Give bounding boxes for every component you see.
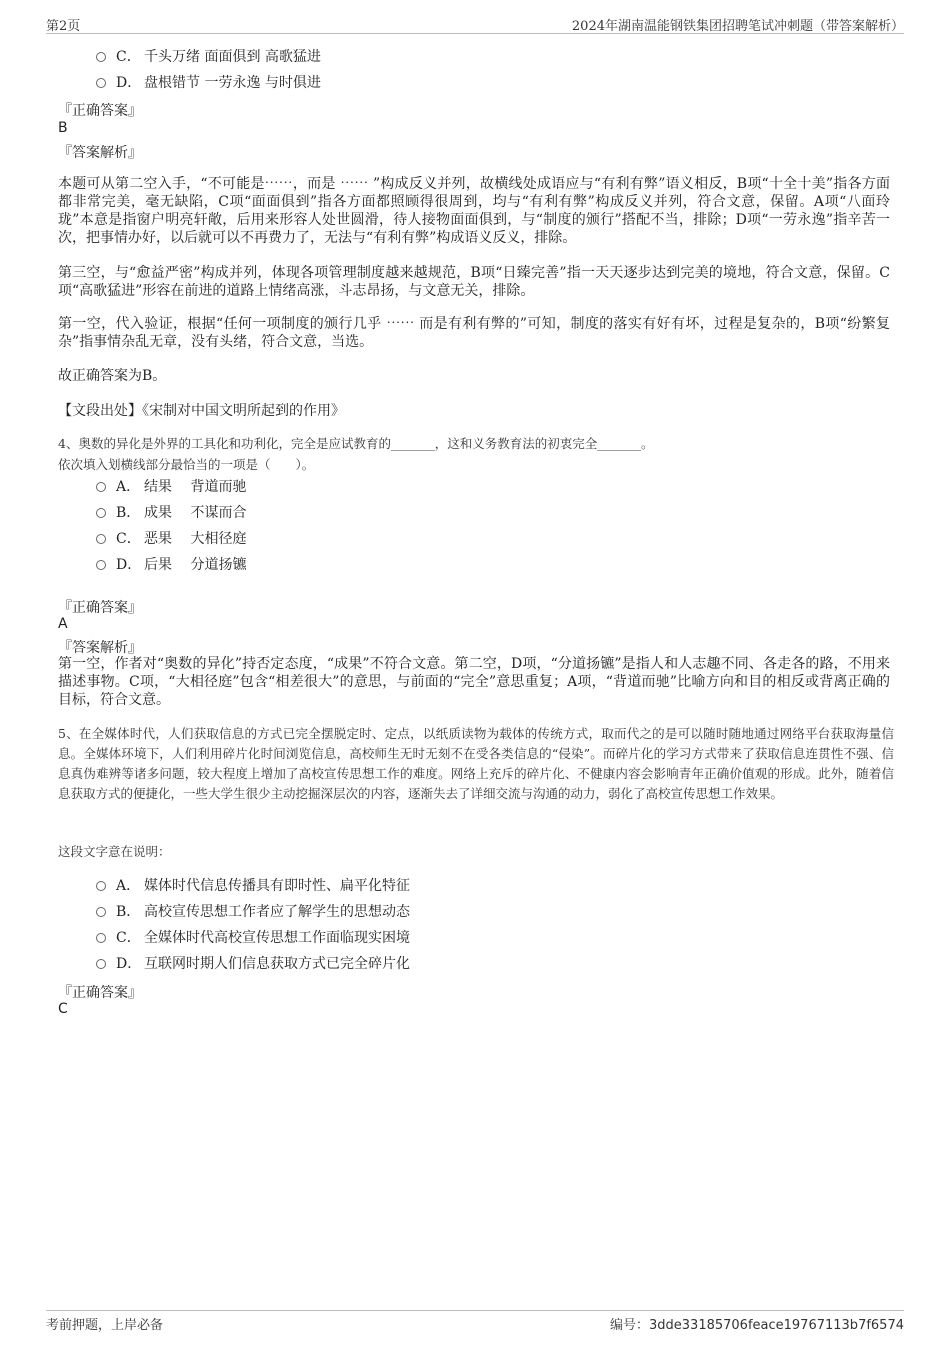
footer-slogan: 考前押题，上岸必备 [46,1318,164,1333]
footer-serial [610,1314,904,1333]
source-label: 【文段出处】 [58,403,142,419]
q3-analysis-label: 『答案解析』 [58,145,142,161]
q4-analysis-label: 『答案解析』 [58,640,142,656]
q3-answer-label: 『正确答案』 [58,103,142,119]
q3-option-d[interactable]: D． 盘根错节 一劳永逸 与时俱进 [96,73,321,93]
q4-stem: 4、奥数的异化是外界的工具化和功利化，完全是应试教育的_______，这和义务教育法的初衷完全_______。 [58,436,654,451]
radio-icon[interactable] [96,534,106,544]
radio-icon[interactable] [96,881,106,891]
q4-option-b[interactable]: B． 成果 不谋而合 [96,503,246,523]
page-number: 第2页 [46,19,81,34]
q4-analysis: 第一空，作者对“奥数的异化”持否定态度，“成果”不符合文意。第二空，D项，“分道扬镳”是指人和人志趣不同、各走各的路，不用来描述事物。C项，“大相径庭”包含“相差很大”的意思，与前面的“完全”意思重复；A项，“背道而驰”比喻方向和目的相反或背离正确的目标，符合文意。 [58,656,890,708]
document-title: 2024年湖南温能钢铁集团招聘笔试冲刺题（带答案解析） [571,19,904,34]
q5-stem: 5、在全媒体时代，人们获取信息的方式已完全摆脱定时、定点，以纸质读物为载体的传统方式，取而代之的是可以随时随地通过网络平台获取海量信息。全媒体环境下，人们利用碎片化时间浏览信息，高校师生无时无刻不在受各类信息的“侵染”。而碎片化的学习方式带来了获取信息连贯性不强、信息真伪难辨等诸多问题，较大程度上增加了高校宣传思想工作的难度。网络上充斥的碎片化、不健康内容会影响青年正确价值观的形成。此外，随着信息获取方式的便捷化，一些大学生很少主动挖掘深层次的内容，逐渐失去了详细交流与沟通的动力，弱化了高校宣传思想工作效果。 [58,726,894,801]
radio-icon[interactable] [96,508,106,518]
q5-answer-label: 『正确答案』 [58,985,142,1001]
q4-answer: A [58,616,68,632]
footer-divider [46,1310,904,1311]
q3-answer: B [58,120,68,136]
radio-icon[interactable] [96,907,106,917]
q3-analysis-paragraph: 第一空，代入验证，根据“任何一项制度的颁行几乎 ⋯⋯ 而是有利有弊的”可知，制度的落实有好有坏，过程是复杂的，B项“纷繁复杂”指事情杂乱无章，没有头绪，符合文意，当选。 [58,316,890,350]
q5-answer: C [58,1001,68,1017]
q5-option-c[interactable]: C． 全媒体时代高校宣传思想工作面临现实困境 [96,928,410,948]
q4-option-c[interactable]: C． 恶果 大相径庭 [96,529,246,549]
radio-icon[interactable] [96,959,106,969]
q3-option-c[interactable]: C． 千头万绪 面面俱到 高歌猛进 [96,47,321,67]
q3-conclusion: 故正确答案为B。 [58,368,167,384]
q4-answer-label: 『正确答案』 [58,600,142,616]
radio-icon[interactable] [96,78,106,88]
radio-icon[interactable] [96,52,106,62]
radio-icon[interactable] [96,560,106,570]
radio-icon[interactable] [96,933,106,943]
serial-label: 编号： [610,1318,650,1333]
q5-option-b[interactable]: B． 高校宣传思想工作者应了解学生的思想动态 [96,902,410,922]
serial-number: 3dde33185706feace19767113b7f6574 [649,1318,904,1333]
q4-instruction: 依次填入划横线部分最恰当的一项是（ ）。 [58,457,315,472]
q5-option-a[interactable]: A． 媒体时代信息传播具有即时性、扁平化特征 [96,876,410,896]
radio-icon[interactable] [96,482,106,492]
source-title: 《宋制对中国文明所起到的作用》 [142,403,345,419]
q4-option-d[interactable]: D． 后果 分道扬镳 [96,555,246,575]
header-divider [46,33,904,34]
q3-analysis-paragraph: 本题可从第二空入手，“不可能是⋯⋯，而是 ⋯⋯ ”构成反义并列，故横线处成语应与“有利有弊”语义相反，B项“十全十美”指各方面都非常完美，毫无缺陷，C项“面面俱到”指各方面都照顾得很周到，均与“有利有弊”构成反义并列，符合文意，保留。A项“八面玲珑”本意是指窗户明亮轩敞，后用来形容人处世圆滑，待人接物面面俱到，与“制度的颁行”搭配不当，排除；D项“一劳永逸”指辛苦一次，把事情办好，以后就可以不再费力了，无法与“有利有弊”构成语义反义，排除。 [58,176,890,246]
q3-analysis-paragraph: 第三空，与“愈益严密”构成并列，体现各项管理制度越来越规范，B项“日臻完善”指一天天逐步达到完美的境地，符合文意，保留。C项“高歌猛进”形容在前进的道路上情绪高涨，斗志昂扬，与文意无关，排除。 [58,265,890,299]
q5-option-d[interactable]: D． 互联网时期人们信息获取方式已完全碎片化 [96,954,410,974]
q5-instruction: 这段文字意在说明： [58,844,171,859]
q3-source [58,400,345,420]
q4-option-a[interactable]: A． 结果 背道而驰 [96,477,246,497]
